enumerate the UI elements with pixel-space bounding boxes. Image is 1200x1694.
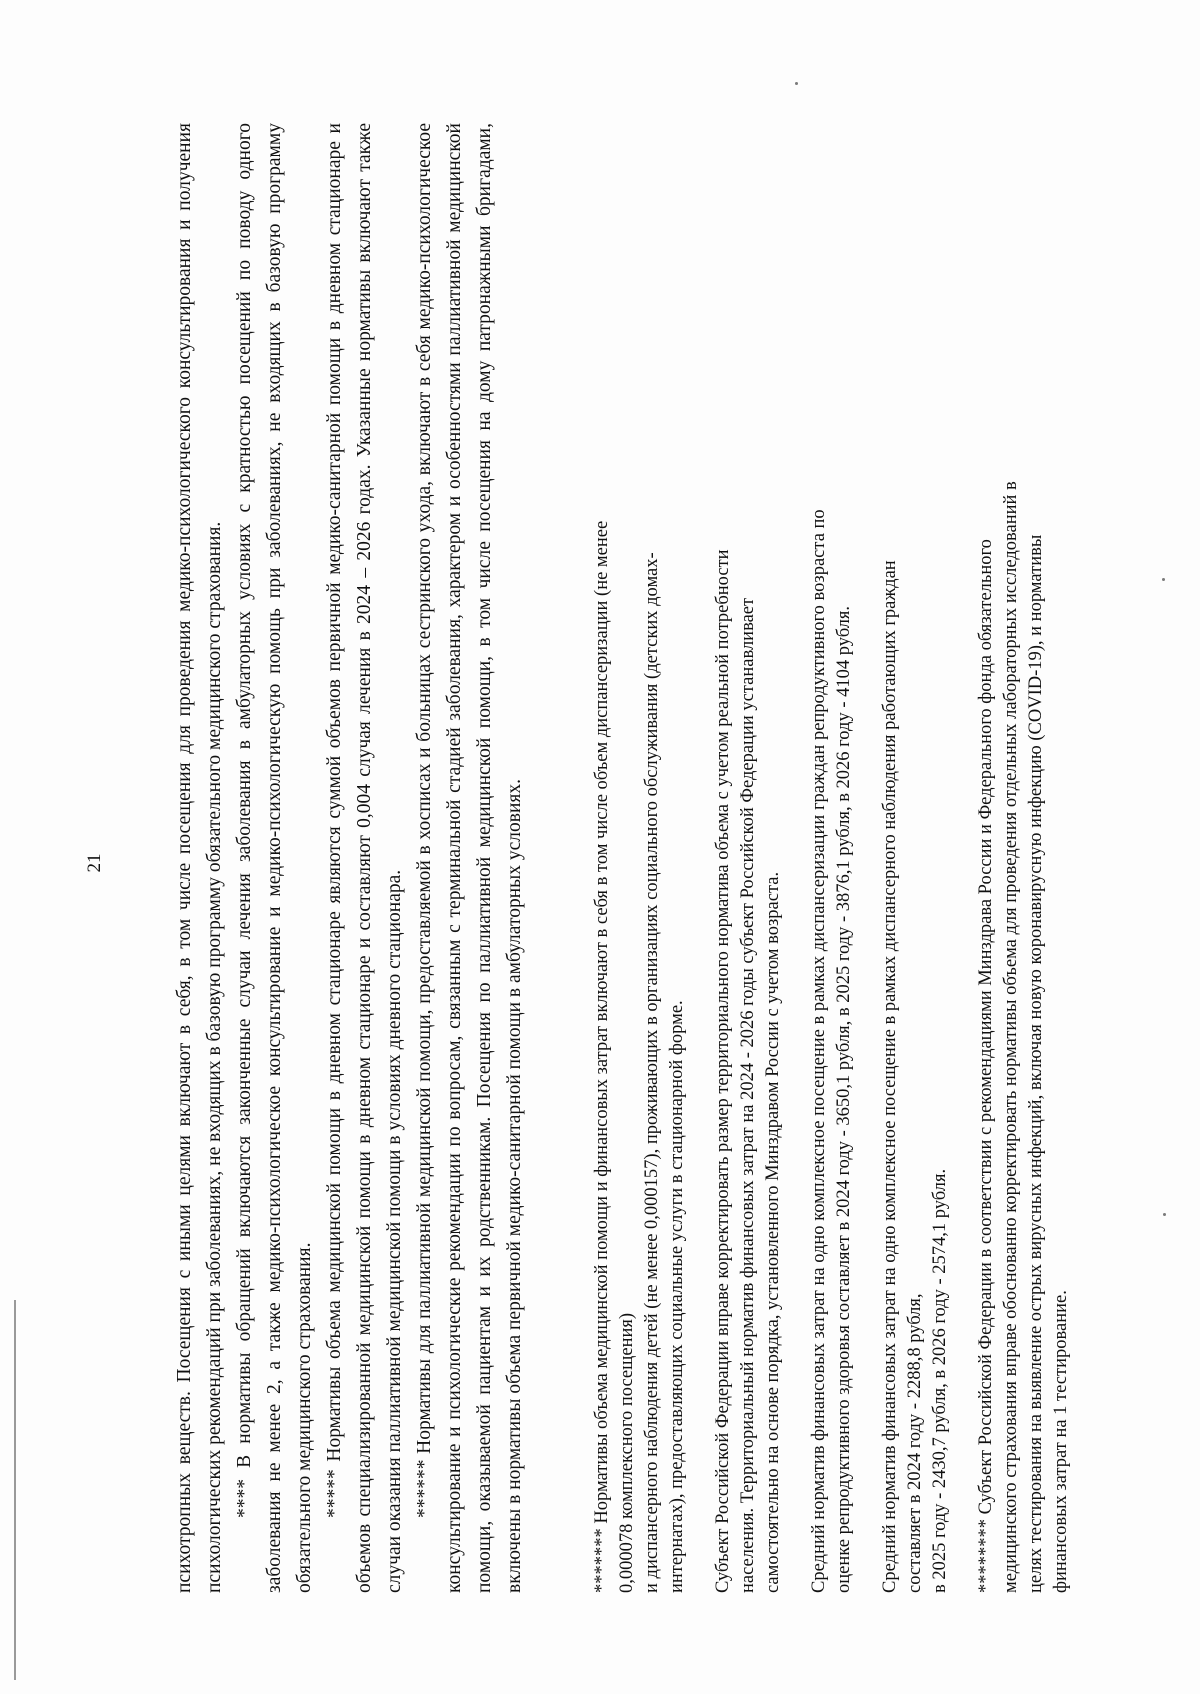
paragraph-footnote-4: **** В нормативы обращений включаются законченные случаи лечения заболевания в амбулаторных условиях с кратностью посещений по поводу одного заболевания не менее 2, а также медико-психологическое консультирование и медико-психологическую помощь при заболеваниях, не входящих в базовую программу обязательного медицинского страхования. [234, 123, 315, 1593]
footnote-7 [590, 123, 690, 1593]
main-text [170, 123, 530, 1593]
note-line: Средний норматив финансовых затрат на одно комплексное посещение в рамках диспансеризации граждан репродуктивного возраста по [809, 509, 829, 1593]
note-line: целях тестирования на выявление острых вирусных инфекций, включая новую коронавирусную инфекцию (COVID-19), и нормативы [1026, 534, 1046, 1593]
paragraph-footnote-6: ****** Нормативы для паллиативной медицинской помощи, предоставляемой в хосписах и больницах сестринского ухода, включают в себя медико-психологическое консультирование и психологические рекомендации по вопросам, связанным с терминальной стадией заболевания, характером и особенностями паллиативной медицинской помощи, оказываемой пациентам и их родственникам. Посещения по паллиативной медицинской помощи, в том числе посещения на дому патронажными бригадами, включены в нормативы объема первичной медико-санитарной помощи в амбулаторных условиях. [414, 123, 525, 1593]
note-line: и диспансерного наблюдения детей (не менее 0,000157), проживающих в организациях социального обслуживания (детских домах- [642, 552, 662, 1593]
note-line: ******** Субъект Российской Федерации в соответствии с рекомендациями Минздрава России и Федерального фонда обязательного [976, 539, 996, 1593]
note-line: интернатах), предоставляющих социальные услуги в стационарной форме. [667, 1000, 687, 1593]
note-reproductive-health-cost [807, 123, 857, 1593]
note-line: финансовых затрат на 1 тестирование. [1051, 1290, 1071, 1593]
scan-speck [1163, 1213, 1166, 1216]
rotated-content [85, 83, 1115, 1643]
note-working-citizens-cost [878, 123, 953, 1593]
note-line: Субъект Российской Федерации вправе корректировать размер территориального норматива объема с учетом реальной потребности [713, 549, 733, 1593]
note-line: населения. Территориальный норматив финансовых затрат на 2024 - 2026 годы субъект Российской Федерации устанавливает [738, 597, 758, 1593]
scan-speck [1162, 578, 1165, 581]
footnotes [590, 123, 1095, 1593]
note-line: ******* Нормативы объема медицинской помощи и финансовых затрат включают в себя в том числе объем диспансеризации (не менее [592, 520, 612, 1593]
paragraph-footnote-5: ***** Нормативы объема медицинской помощи в дневном стационаре являются суммой объемов первичной медико-санитарной помощи в дневном стационаре и объемов специализированной медицинской помощи в дневном стационаре и составляют 0,004 случая лечения в 2024 – 2026 годах. Указанные нормативы включают также случаи оказания паллиативной медицинской помощи в условиях дневного стационара. [324, 123, 405, 1593]
footnote-8 [974, 123, 1074, 1593]
scan-edge-mark [14, 1300, 16, 1680]
note-line: 0,000078 комплексного посещения) [617, 1312, 637, 1593]
note-line: медицинского страхования вправе обоснованно корректировать нормативы объема для проведения отдельных лабораторных исследований в [1001, 481, 1021, 1593]
note-line: оценке репродуктивного здоровья составляет в 2024 году - 3650,1 рубля, в 2025 году - 3876,1 рубля, в 2026 году - 4104 рубля. [834, 605, 854, 1593]
note-line: самостоятельно на основе порядка, установленного Минздравом России с учетом возраста. [763, 871, 783, 1593]
note-territorial-norm [711, 123, 786, 1593]
note-line: Средний норматив финансовых затрат на одно комплексное посещение в рамках диспансерного наблюдения работающих граждан [880, 560, 900, 1593]
page-number: 21 [84, 853, 105, 873]
paragraph-intro: психотропных веществ. Посещения с иными целями включают в себя, в том числе посещения для проведения медико-психологического консультирования и получения психологических рекомендаций при заболеваниях, не входящих в базовую программу обязательного медицинского страхования. [174, 123, 225, 1593]
note-line: составляет в 2024 году - 2288,8 рубля, [905, 1293, 925, 1593]
note-line: в 2025 году - 2430,7 рубля, в 2026 году - 2574,1 рубля. [930, 1168, 950, 1593]
